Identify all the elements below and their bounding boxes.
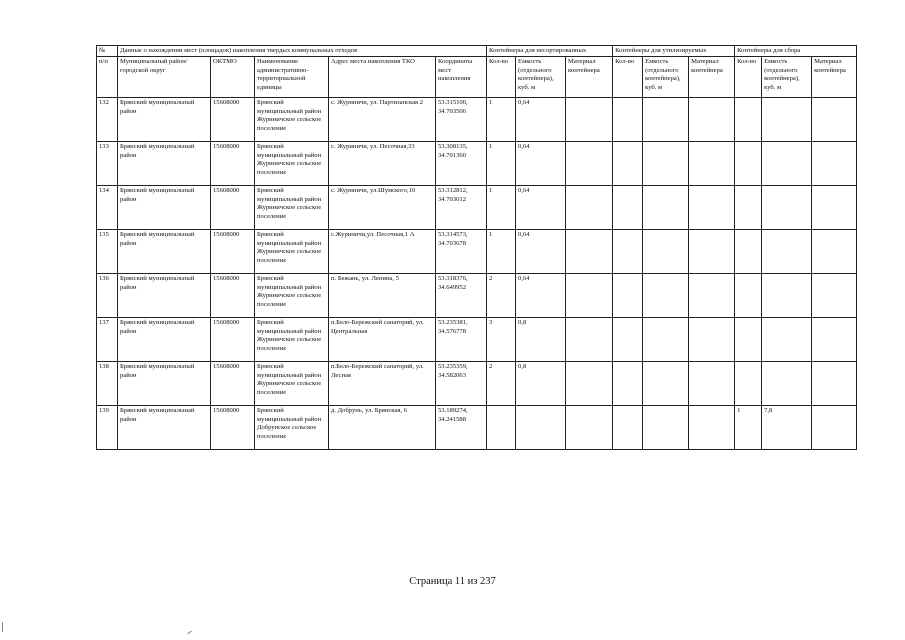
table-cell: 15608000 (211, 318, 255, 362)
table-cell (613, 186, 643, 230)
table-cell (566, 142, 613, 186)
table-cell (613, 362, 643, 406)
column-header: Наименование административно-территориальной единицы (255, 57, 329, 98)
header-unsorted-containers: Контейнеры для несортированных (487, 46, 613, 57)
table-cell (613, 406, 643, 450)
table-row (97, 362, 857, 406)
column-header: Емкость (отдельного контейнера), куб. м (516, 57, 566, 98)
table-cell (689, 362, 735, 406)
table-cell: Брянский муниципальный район (118, 142, 211, 186)
column-header: Емкость (отдельного контейнера), куб. м (762, 57, 812, 98)
table-cell: 138 (97, 362, 118, 406)
table-cell: 0,64 (516, 230, 566, 274)
table-cell: Брянский муниципальный район (118, 362, 211, 406)
table-row (97, 142, 857, 186)
table-cell: 0,64 (516, 186, 566, 230)
table-cell (566, 318, 613, 362)
table-cell: п.Бело-Бережский санаторий, ул. Центральная (329, 318, 436, 362)
column-header: Координаты мест накопления (436, 57, 487, 98)
table-cell: 133 (97, 142, 118, 186)
table-cell (613, 142, 643, 186)
table-cell (735, 318, 762, 362)
table-cell: Брянский муниципальный район Журиничское сельское поселение (255, 230, 329, 274)
table-cell (735, 98, 762, 142)
header-recycled-containers: Контейнеры для утилизируемых (613, 46, 735, 57)
table-cell (762, 186, 812, 230)
table-cell (689, 406, 735, 450)
table-cell: Брянский муниципальный район (118, 98, 211, 142)
table-cell: 139 (97, 406, 118, 450)
table-row (97, 406, 857, 450)
table-cell: 7,8 (762, 406, 812, 450)
table-cell (643, 362, 689, 406)
table-cell (735, 186, 762, 230)
table-cell (762, 142, 812, 186)
table-cell: 15608000 (211, 230, 255, 274)
table-cell (613, 230, 643, 274)
table-cell (735, 362, 762, 406)
table-cell: 136 (97, 274, 118, 318)
column-header: ОКТМО (211, 57, 255, 98)
table-cell (643, 230, 689, 274)
table-cell (812, 98, 857, 142)
table-cell (643, 98, 689, 142)
table-row (97, 318, 857, 362)
table-cell: 15608000 (211, 142, 255, 186)
table-cell: 53.308135, 34.701360 (436, 142, 487, 186)
table-cell (566, 186, 613, 230)
table-cell (643, 406, 689, 450)
table-cell: 134 (97, 186, 118, 230)
table-cell: 53.189274, 34.241588 (436, 406, 487, 450)
table-row (97, 186, 857, 230)
table-cell (566, 406, 613, 450)
table-cell: Брянский муниципальный район Журиничское сельское поселение (255, 362, 329, 406)
waste-sites-table (96, 45, 857, 450)
column-header: Материал контейнера (566, 57, 613, 98)
table-cell: с. Журиничи, ул.Шумского,10 (329, 186, 436, 230)
table-cell (689, 230, 735, 274)
table-cell: 1 (487, 186, 516, 230)
table-cell (689, 98, 735, 142)
table-cell: 15608000 (211, 186, 255, 230)
table-cell: Брянский муниципальный район (118, 230, 211, 274)
table-cell: 0,64 (516, 142, 566, 186)
table-cell: 53.312812, 34.703012 (436, 186, 487, 230)
table-cell: 15608000 (211, 274, 255, 318)
table-cell: 0,64 (516, 98, 566, 142)
table-cell: Брянский муниципальный район Журиничское сельское поселение (255, 98, 329, 142)
table-cell: 3 (487, 318, 516, 362)
scan-mark (2, 622, 3, 632)
table-cell (689, 186, 735, 230)
table-cell: Брянский муниципальный район (118, 186, 211, 230)
column-header: Материал контейнера (812, 57, 857, 98)
group-header-row (97, 46, 857, 57)
table-cell: 2 (487, 362, 516, 406)
table-cell (487, 406, 516, 450)
table-cell (735, 230, 762, 274)
table-cell: 1 (735, 406, 762, 450)
table-cell (516, 406, 566, 450)
table-cell (812, 274, 857, 318)
table-cell: 1 (487, 142, 516, 186)
table-cell: Брянский муниципальный район (118, 406, 211, 450)
table-cell (613, 98, 643, 142)
table-cell (613, 318, 643, 362)
table-cell: д. Добрунь, ул. Брянская, 6 (329, 406, 436, 450)
table-cell: 0,8 (516, 362, 566, 406)
table-cell (689, 318, 735, 362)
table-cell: Брянский муниципальный район Журиничское сельское поселение (255, 318, 329, 362)
table-cell: Брянский муниципальный район Журиничское сельское поселение (255, 186, 329, 230)
table-cell: Брянский муниципальный район (118, 274, 211, 318)
table-cell: 1 (487, 230, 516, 274)
table-cell: п. Бежань, ул. Ленина, 5 (329, 274, 436, 318)
table-cell: Брянский муниципальный район Журиничское сельское поселение (255, 142, 329, 186)
table-cell (812, 362, 857, 406)
table-cell: 15608000 (211, 406, 255, 450)
table-cell (643, 318, 689, 362)
table-cell: 15608000 (211, 98, 255, 142)
table-cell (689, 274, 735, 318)
table-cell (762, 230, 812, 274)
table-cell: 53.235359, 34.582063 (436, 362, 487, 406)
table-cell (812, 318, 857, 362)
table-cell: Брянский муниципальный район Добрунское сельское поселение (255, 406, 329, 450)
table-cell: 0,64 (516, 274, 566, 318)
column-header: Муниципальный район/городской округ (118, 57, 211, 98)
table-cell: 53.235381, 34.576778 (436, 318, 487, 362)
column-header: п/п (97, 57, 118, 98)
table-cell: 53.314573, 34.703678 (436, 230, 487, 274)
column-header: Адрес места накопления ТКО (329, 57, 436, 98)
table-cell (566, 230, 613, 274)
table-cell (812, 230, 857, 274)
column-header: Емкость (отдельного контейнера), куб. м (643, 57, 689, 98)
table-cell: Брянский муниципальный район Журиничское сельское поселение (255, 274, 329, 318)
table-cell: 2 (487, 274, 516, 318)
column-header-row (97, 57, 857, 98)
table-cell (812, 186, 857, 230)
table-cell: с. Журиничи, ул. Песочная,33 (329, 142, 436, 186)
table-cell (689, 142, 735, 186)
table-cell (643, 142, 689, 186)
table-cell: 15608000 (211, 362, 255, 406)
table-cell: 53.315100, 34.703506 (436, 98, 487, 142)
column-header: Кол-во (613, 57, 643, 98)
scan-mark (187, 631, 192, 635)
column-header: Кол-во (487, 57, 516, 98)
table-cell (812, 142, 857, 186)
table-cell (643, 274, 689, 318)
table-cell: п.Бело-Бережский санаторий, ул. Лесная (329, 362, 436, 406)
table-cell (762, 274, 812, 318)
table-row (97, 230, 857, 274)
table-cell (735, 142, 762, 186)
table-cell (762, 318, 812, 362)
table-cell: 135 (97, 230, 118, 274)
table-cell: 0,8 (516, 318, 566, 362)
table-row (97, 274, 857, 318)
table-cell (735, 274, 762, 318)
table-cell (762, 362, 812, 406)
table-cell: 132 (97, 98, 118, 142)
table-cell (566, 274, 613, 318)
header-collection-containers: Контейнеры для сбора (735, 46, 857, 57)
table-cell: Брянский муниципальный район (118, 318, 211, 362)
table-row (97, 98, 857, 142)
table-cell: с. Журиничи, ул. Партизанская 2 (329, 98, 436, 142)
table-cell: 53.318376, 34.649952 (436, 274, 487, 318)
table-cell (613, 274, 643, 318)
header-site-data: Данные о нахождении мест (площадок) накопления твердых коммунальных отходов (118, 46, 487, 57)
table-cell (566, 362, 613, 406)
table-cell (643, 186, 689, 230)
table-cell (762, 98, 812, 142)
column-header: Материал контейнера (689, 57, 735, 98)
table-cell: с.Журиничи,ул. Песочная,1 А (329, 230, 436, 274)
page-footer: Страница 11 из 237 (409, 576, 496, 587)
table-cell: 1 (487, 98, 516, 142)
table-cell (812, 406, 857, 450)
header-no: № (97, 46, 118, 57)
column-header: Кол-во (735, 57, 762, 98)
table-cell (566, 98, 613, 142)
table-cell: 137 (97, 318, 118, 362)
